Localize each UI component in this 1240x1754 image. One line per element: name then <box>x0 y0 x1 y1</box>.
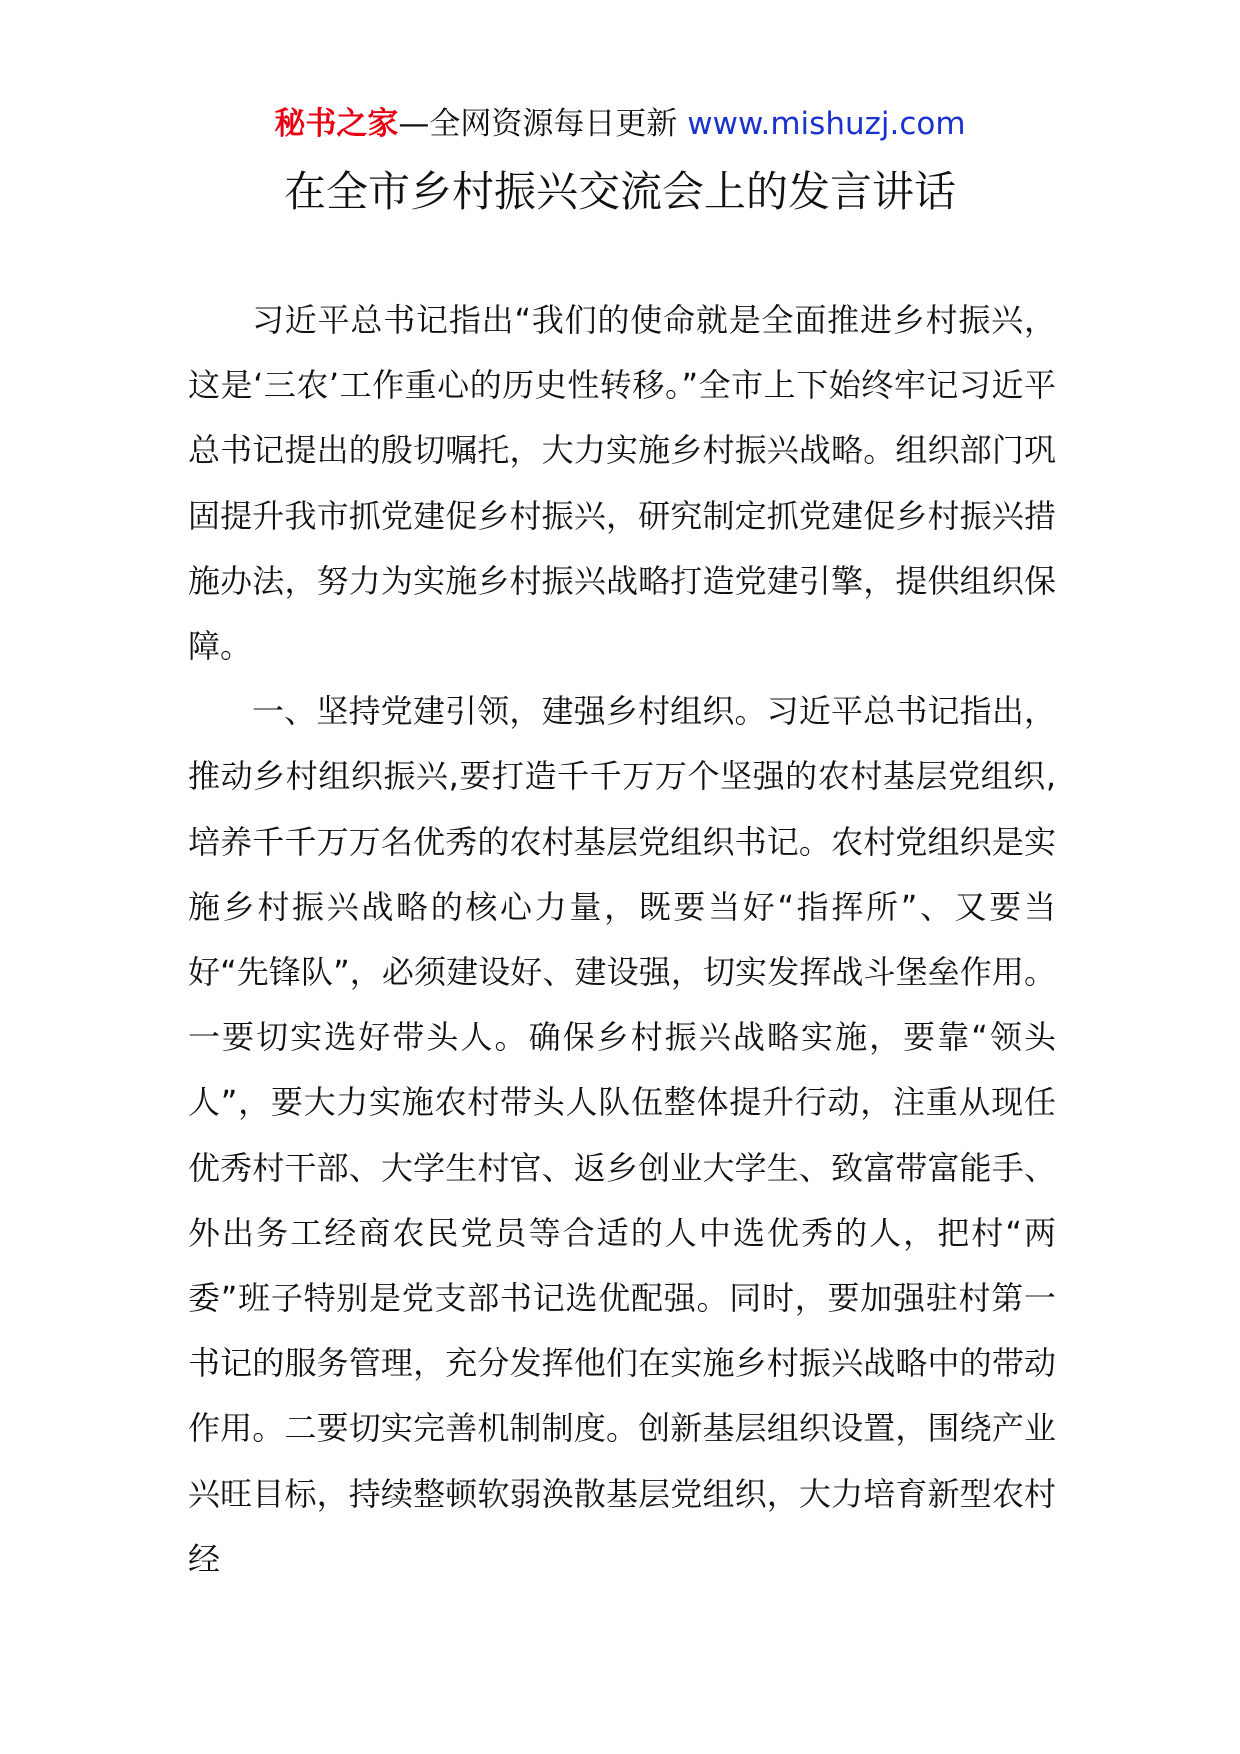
site-url-link[interactable]: www.mishuzj.com <box>687 106 966 142</box>
paragraph-section-one: 一、坚持党建引领，建强乡村组织。习近平总书记指出，推动乡村组织振兴,要打造千千万万个坚强的农村基层党组织,培养千千万万名优秀的农村基层党组织书记。农村党组织是实施乡村振兴战略的核心力量，既要当好“指挥所”、又要当好“先锋队”，必须建设好、建设强，切实发挥战斗堡垒作用。一要切实选好带头人。确保乡村振兴战略实施，要靠“领头人”，要大力实施农村带头人队伍整体提升行动，注重从现任优秀村干部、大学生村官、返乡创业大学生、致富带富能手、外出务工经商农民党员等合适的人中选优秀的人，把村“两委”班子特别是党支部书记选优配强。同时，要加强驻村第一书记的服务管理，充分发挥他们在实施乡村振兴战略中的带动作用。二要切实完善机制制度。创新基层组织设置，围绕产业兴旺目标，持续整顿软弱涣散基层党组织，大力培育新型农村经 <box>188 692 1056 1578</box>
site-header <box>0 104 1240 144</box>
brand-name: 秘书之家 <box>274 106 399 142</box>
header-slogan: —全网资源每日更新 <box>398 106 678 142</box>
document-body <box>188 288 1056 1592</box>
paragraph-intro: 习近平总书记指出“我们的使命就是全面推进乡村振兴，这是‘三农’工作重心的历史性转移。”全市上下始终牢记习近平总书记提出的殷切嘱托，大力实施乡村振兴战略。组织部门巩固提升我市抓党建促乡村振兴，研究制定抓党建促乡村振兴措施办法，努力为实施乡村振兴战略打造党建引擎，提供组织保障。 <box>188 301 1056 666</box>
document-title: 在全市乡村振兴交流会上的发言讲话 <box>283 167 956 216</box>
